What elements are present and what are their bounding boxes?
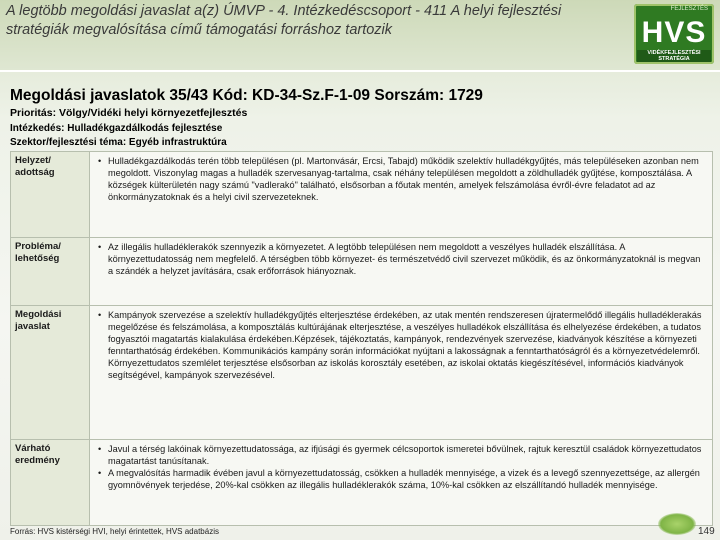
- row-content: [90, 306, 713, 440]
- row-content: [90, 238, 713, 306]
- page-title: Megoldási javaslatok 35/43 Kód: KD-34-Sz.F-1-09 Sorszám: 1729: [10, 87, 483, 104]
- row-label: Helyzet/ adottság: [11, 152, 90, 238]
- priority-line: Prioritás: Völgy/Vidéki helyi környezetfejlesztés: [10, 107, 248, 119]
- header-banner: [0, 0, 720, 70]
- list-item: • Javul a térség lakóinak környezettudatossága, az ifjúsági és gyermek célcsoportok ismeretei bővülnek, rajtuk keresztül családok környezettudatos magatartást tanúsítanak.: [108, 443, 708, 467]
- row-content: [90, 440, 713, 526]
- row-label: Megoldási javaslat: [11, 306, 90, 440]
- sector-line: Szektor/fejlesztési téma: Egyéb infrastruktúra: [10, 137, 227, 148]
- list-item: • Hulladékgazdálkodás terén több településen (pl. Martonvásár, Ercsi, Tabajd) működik szelektív hulladékgyűjtés, más településeken azonban nem megoldott. Viszonylag magas a hulladék szervesanyag-tartalma, csak néhány településen megoldott a zöldhulladék gyűjtése, komposztálása. A községek külterületén nagy számú "vadlerakó" található, elsősorban a főutak mentén, amelyek felszámolása évről-évre feladatot ad az önkormányzatoknak és a helyi civil szervezeteknek.: [108, 155, 708, 203]
- source-note: Forrás: HVS kistérségi HVI, helyi érintettek, HVS adatbázis: [10, 527, 219, 536]
- solution-table: [10, 151, 713, 526]
- header-divider: [0, 70, 720, 72]
- table-row-situation: [11, 152, 713, 238]
- hvs-logo: [634, 4, 714, 64]
- measure-line: Intézkedés: Hulladékgazdálkodás fejlesztése: [10, 123, 223, 134]
- logo-main-text: HVS: [641, 16, 707, 49]
- table-row-problem: [11, 238, 713, 306]
- table-row-proposal: [11, 306, 713, 440]
- list-item: • Az illegális hulladéklerakók szennyezik a környezetet. A legtöbb településen nem megoldott a veszélyes hulladék elszállítása. A környezettudatosság nem megfelelő. A térségben több környezet- és természetvédő civil szervezet működik, és az önkormányzatoknál is megvan a szándék a helyzet javítására, csak erőforrások hiányoznak.: [108, 241, 708, 277]
- page-number: 149: [698, 526, 715, 537]
- row-label: Várható eredmény: [11, 440, 90, 526]
- table-row-result: [11, 440, 713, 526]
- list-item: • A megvalósítás harmadik évében javul a környezettudatosság, csökken a hulladék mennyisége, a vizek és a levegő szennyezettsége, az allergén gyomnövények terjedése, 20%-kal csökken az illegális hulladéklerakók száma, 10%-kal csökken az elszállítandó hulladék mennyisége.: [108, 467, 708, 491]
- row-label: Probléma/ lehetőség: [11, 238, 90, 306]
- decorative-logo-icon: [658, 513, 696, 535]
- logo-sub-text: VIDÉKFEJLESZTÉSI STRATÉGIA: [637, 50, 711, 62]
- header-title: A legtöbb megoldási javaslat a(z) ÚMVP - 4. Intézkedéscsoport - 411 A helyi fejlesztési stratégiák megvalósítása című támogatási forráshoz tartozik: [6, 3, 562, 38]
- logo-small-text: FEJLESZTÉS: [670, 6, 708, 12]
- row-content: [90, 152, 713, 238]
- list-item: • Kampányok szervezése a szelektív hulladékgyűjtés elterjesztése érdekében, az utak mentén rendszeresen újratermelődő illegális hulladéklerakás megelőzése és felszámolása, a komposztálás kultúrájának elterjesztése, a veszélyes hulladékok elszállítása és elhelyezése érdekében, a tudatos fogyasztói magatartás kialakulása érdekében.Képzések, tájékoztatás, kampányok, rendezvények szervezése, kiadványok készítése a környezeti fenntarthatóság érdekében. Kommunikációs kampány során információkat nyújtani a lakosságnak a fenntarthatóságról és a környezetvédelemről. Környezettudatos szemlélet terjesztése elsősorban az iskolás korosztály esetében, az iskolai oktatás kiegészítésével, információs kiadványok segítségével, kampányok szervezésével.: [108, 309, 708, 381]
